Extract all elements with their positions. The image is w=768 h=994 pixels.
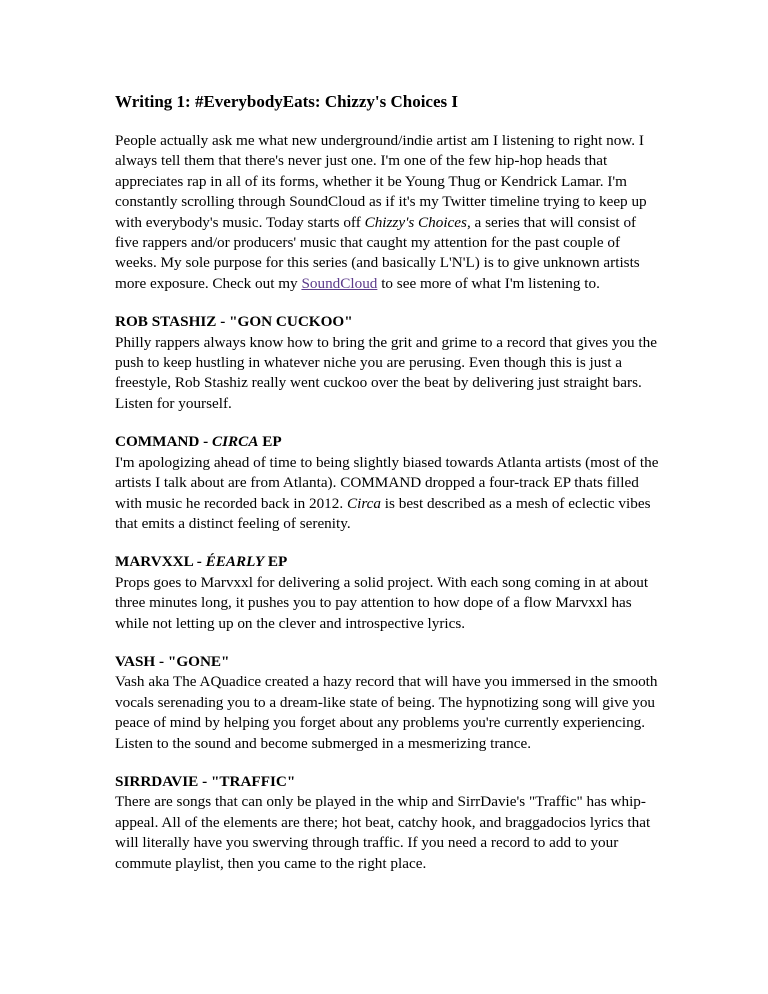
section-heading	[115, 432, 660, 452]
heading-artist: VASH -	[115, 652, 168, 670]
section-body: Philly rappers always know how to bring the grit and grime to a record that gives you the push to keep hustling in whatever niche you are perusing. Even though this is just a freestyle, Rob Stashiz really went cuckoo over the beat by delivering just straight bars. Listen for yourself.	[115, 333, 657, 412]
section-body: Vash aka The AQuadice created a hazy record that will have you immersed in the smooth vocals serenading you to a dream-like state of being. The hypnotizing song will give you peace of mind by helping you forget about any problems you're currently experiencing. Listen to the sound and become submerged in a mesmerizing trance.	[115, 673, 658, 752]
intro-text-3: to see more of what I'm listening to.	[377, 274, 600, 292]
section-heading	[115, 552, 660, 572]
section-body	[115, 453, 660, 535]
soundcloud-link[interactable]: SoundCloud	[301, 274, 378, 292]
intro-paragraph	[115, 131, 660, 294]
intro-text-1: People actually ask me what new underground/indie artist am I listening to right now. I always tell them that there's never just one. I'm one of the few hip-hop heads that appreciates rap in all of its forms, whether it be Young Thug or Kendrick Lamar. I'm constantly scrolling through SoundCloud as if it's my Twitter timeline trying to keep up with everybody's music. Today starts off	[115, 132, 647, 231]
heading-title: "GONE"	[167, 652, 230, 670]
heading-title: ÉEARLY	[205, 553, 265, 571]
body-text-2: is best described as a mesh of eclectic vibes that emits a distinct feeling of serenity.	[115, 494, 651, 532]
heading-suffix: EP	[264, 553, 288, 571]
body-text-1: I'm apologizing ahead of time to being slightly biased towards Atlanta artists (most of the artists I talk about are from Atlanta). COMMAND dropped a four-track EP thats filled with music he recorded back in 2012.	[115, 453, 659, 512]
heading-title: "GON CUCKOO"	[229, 313, 353, 331]
page-title: Writing 1: #EverybodyEats: Chizzy's Choices I	[115, 92, 458, 111]
heading-title: CIRCA	[212, 433, 259, 451]
heading-artist: COMMAND -	[115, 433, 213, 451]
body-italic: Circa	[346, 494, 381, 512]
section-command	[115, 432, 660, 534]
section-sirrdavie	[115, 772, 660, 874]
heading-artist: ROB STASHIZ -	[115, 313, 230, 331]
heading-suffix: EP	[258, 433, 282, 451]
section-heading	[115, 772, 660, 792]
section-body: Props goes to Marvxxl for delivering a solid project. With each song coming in at about three minutes long, it pushes you to pay attention to how dope of a flow Marvxxl has while not letting up on the clever and introspective lyrics.	[115, 573, 649, 632]
section-vash	[115, 652, 660, 754]
section-heading	[115, 652, 660, 672]
series-name: Chizzy's Choices	[364, 213, 467, 231]
section-heading	[115, 312, 660, 332]
section-rob-stashiz	[115, 312, 660, 414]
section-marvxxl	[115, 552, 660, 634]
document-page	[115, 91, 660, 874]
heading-artist: MARVXXL -	[115, 553, 206, 571]
heading-title: "TRAFFIC"	[210, 772, 296, 790]
intro-text-2: , a series that will consist of five rappers and/or producers' music that caught my attention for the past couple of weeks. My sole purpose for this series (and basically L'N'L) is to give unknown artists more exposure. Check out my	[115, 213, 640, 292]
section-body: There are songs that can only be played in the whip and SirrDavie's "Traffic" has whip-appeal. All of the elements are there; hot beat, catchy hook, and braggadocios lyrics that will literally have you swerving through traffic. If you need a record to add to your commute playlist, then you came to the right place.	[115, 793, 651, 872]
heading-artist: SIRRDAVIE -	[115, 772, 211, 790]
